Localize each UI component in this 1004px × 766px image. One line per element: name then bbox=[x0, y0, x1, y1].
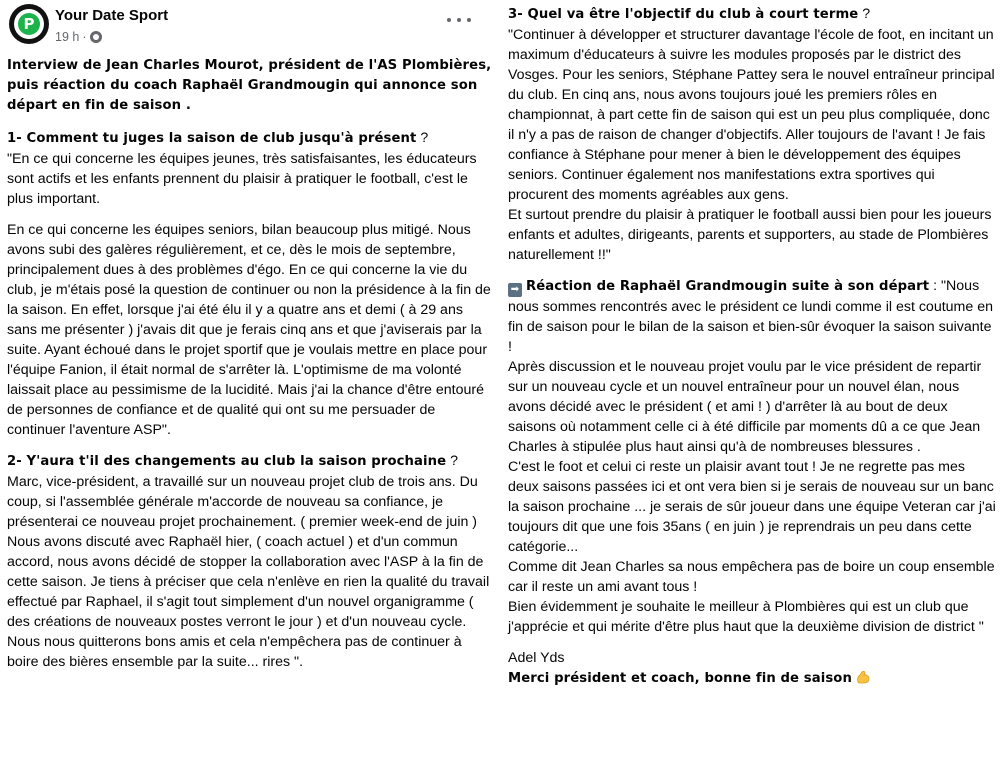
question-2-title: 2- Y'aura t'il des changements au club la saison prochaine bbox=[7, 454, 447, 469]
question-3 bbox=[508, 4, 996, 25]
question-2-mark: ? bbox=[446, 453, 459, 469]
question-1-title: 1- Comment tu juges la saison de club jusqu'à présent bbox=[7, 131, 417, 146]
answer-1-paragraph-1: "En ce qui concerne les équipes jeunes, très satisfaisantes, les éducateurs sont actifs et les enfants prennent du plaisir à pratiquer le football, c'est le plus important. bbox=[7, 151, 477, 207]
answer-3-paragraph-1: "Continuer à développer et structurer davantage l'école de foot, en incitant un maximum d'éducateurs à suivre les modules proposés par le district des Vosges. Pour les seniors, Stéphane Pattey sera le nouvel entraîneur principal du club. En cinq ans, nous avons toujours joué les premiers rôles en championnat, à part cette fin de saison qui est un peu plus compliquée, donc il n'y a pas de raison de changer d'objectifs. Aller toujours de l'avant ! Je fais confiance à Stéphane pour mener à bien le développement des équipes seniors. Continuer également nos manifestations extra sportives qui procurent des moments agréables aux gens. bbox=[508, 27, 995, 203]
closing-line bbox=[508, 668, 996, 689]
page-name-link[interactable]: Your Date Sport bbox=[55, 7, 169, 24]
more-options-icon[interactable] bbox=[447, 10, 471, 30]
post-meta bbox=[55, 27, 102, 47]
page-logo-icon[interactable] bbox=[9, 4, 49, 44]
reaction-paragraph-5: Bien évidemment je souhaite le meilleur à Plombières qui est un club que j'apprécie et qui mérite d'être plus haut que la deuxième division de district " bbox=[508, 599, 984, 635]
globe-icon bbox=[90, 31, 102, 43]
reaction-paragraph-2: Après discussion et le nouveau projet voulu par le vice président de repartir sur un nouveau cycle et un nouvel entraîneur pour un nouvel élan, nous avons décidé avec le président ( et ami ! ) d'arrêter là au bout de deux saisons où notamment celle ci à été difficile par moments dû a ce que Jean Charles à stipulée plus haut ainsi qu'à de nombreuses blessures . bbox=[508, 359, 982, 455]
question-3-title: 3- Quel va être l'objectif du club à court terme bbox=[508, 7, 859, 22]
left-column bbox=[7, 0, 492, 683]
post-time-link[interactable]: 19 h bbox=[55, 30, 80, 44]
question-3-mark: ? bbox=[858, 6, 871, 22]
flexed-biceps-emoji-icon bbox=[855, 669, 871, 685]
post-intro: Interview de Jean Charles Mourot, président de l'AS Plombières, puis réaction du coach Raphaël Grandmougin qui annonce son départ en fin de saison . bbox=[7, 58, 492, 113]
reaction-title: Réaction de Raphaël Grandmougin suite à son départ bbox=[526, 279, 930, 294]
closing-text: Merci président et coach, bonne fin de saison bbox=[508, 671, 852, 686]
right-column bbox=[508, 4, 996, 689]
reaction-lead: : "Nous nous sommes rencontrés avec le président ce lundi comme il est coutume en fin de saison pour le bilan de la saison et bien-sûr évoquer la saison suivante ! bbox=[508, 278, 993, 355]
author-signature: Adel Yds bbox=[508, 650, 565, 666]
question-2 bbox=[7, 451, 492, 472]
reaction-paragraph-3: C'est le foot et celui ci reste un plaisir avant tout ! Je ne regrette pas mes deux saisons passées ici et ont vera bien si je serais de nouveau sur un banc la saison prochaine ... je serais de sûr joueur dans une équipe Veteran car j'ai toujours dit que une fois 35ans ( en juin ) je reprendrais un peu dans cette catégorie... bbox=[508, 459, 996, 555]
reaction-paragraph-4: Comme dit Jean Charles sa nous empêchera pas de boire un coup ensemble car il reste un ami avant tous ! bbox=[508, 559, 995, 595]
answer-3-paragraph-2: Et surtout prendre du plaisir à pratiquer le football aussi bien pour les joueurs enfants et adultes, dirigeants, parents et supporters, au stade de Plombières naturellement !!" bbox=[508, 207, 992, 263]
question-1 bbox=[7, 128, 492, 149]
answer-2-paragraph-1: Marc, vice-président, a travaillé sur un nouveau projet club de trois ans. Du coup, si l'assemblée générale m'accorde de nouveau sa confiance, je présenterai ce nouveau projet prochainement. ( premier week-end de juin ) Nous avons discuté avec Raphaël hier, ( coach actuel ) et d'un commun accord, nous avons décidé de stopper la collaboration avec l'ASP à la fin de cette saison. Je tiens à préciser que cela n'enlève en rien la qualité du travail effectué par Raphael, il s'agit tout simplement d'un nouvel organigramme ( des créations de nouveaux postes verront le jour ) et d'un nouveau cycle. Nous nous quitterons bons amis et cela n'empêchera pas de continuer à boire des bières ensemble par la suite... rires ". bbox=[7, 474, 490, 670]
question-1-mark: ? bbox=[416, 130, 429, 146]
answer-1-paragraph-2: En ce qui concerne les équipes seniors, bilan beaucoup plus mitigé. Nous avons subi des galères régulièrement, et ce, dès le mois de septembre, principalement dues à des problèmes d'égo. En ce qui concerne la vie du club, je m'étais posé la question de continuer ou non la présidence à la fin de la saison. En effet, lorsque j'ai été élu il y a quatre ans et demi ( à 29 ans sans me présenter ) j'avais dit que je ferais cinq ans et que j'aviserais par la suite. Ayant échoué dans le projet sportif que je voulais mettre en place pour l'équipe Fanion, il était normal de s'arrêter là. L'optimisme de ma volonté laissait place au pessimisme de la lucidité. Mais j'ai la chance d'être entouré de personnes de confiance et de qualité qui ont su me persuader de continuer l'aventure ASP". bbox=[7, 222, 491, 438]
reaction-paragraph-1 bbox=[508, 276, 996, 357]
post-header bbox=[7, 0, 492, 50]
meta-separator: · bbox=[82, 30, 87, 44]
avatar-letter: P bbox=[18, 13, 40, 35]
right-arrow-emoji-icon: ➡ bbox=[508, 283, 522, 297]
